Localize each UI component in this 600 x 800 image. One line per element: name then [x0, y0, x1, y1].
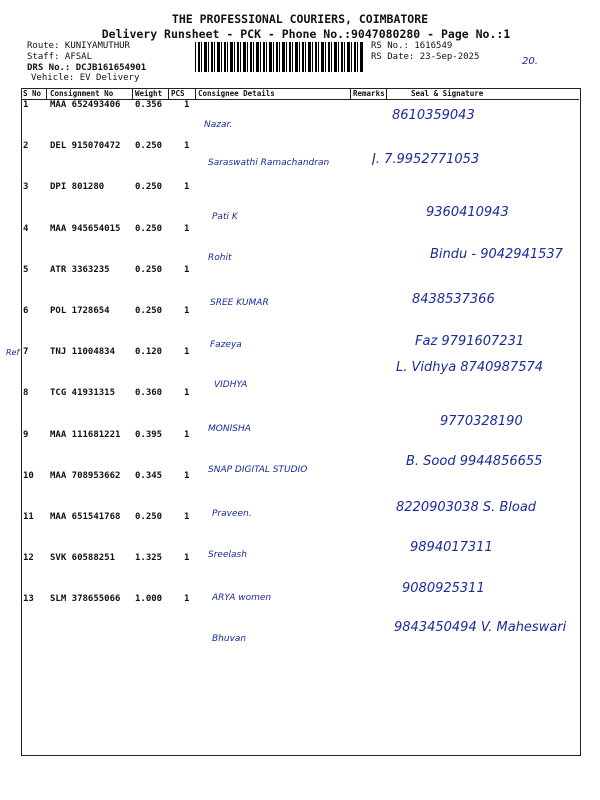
consignee-name: VIDHYA [214, 380, 248, 390]
signature: 9770328190 [440, 414, 523, 429]
col-pcs: PCS [171, 89, 185, 98]
drs-label: DRS No.: DCJB161654901 [27, 63, 147, 73]
consignee-name: Fazeya [210, 340, 242, 350]
row-pcs: 1 [184, 512, 190, 522]
row-weight: 0.395 [135, 430, 163, 440]
row-sno: 12 [23, 553, 34, 563]
consignee-name: Praveen. [212, 509, 252, 519]
row-sno: 3 [23, 182, 29, 192]
consignee-name: Nazar. [204, 120, 233, 130]
row-weight: 0.120 [135, 347, 163, 357]
signature: J. 7.9952771053 [372, 152, 480, 167]
col-consignee: Consignee Details [198, 89, 275, 98]
row-sno: 9 [23, 430, 29, 440]
row-consignment-no: DPI 801280 [50, 182, 105, 192]
rs-no-label: RS No.: 1616549 [371, 41, 453, 51]
row-consignment-no: MAA 651541768 [50, 512, 121, 522]
vehicle-label: Vehicle: EV Delivery [31, 73, 140, 83]
signature: 9360410943 [426, 205, 509, 220]
row-consignment-no: ATR 3363235 [50, 265, 110, 275]
company-title: THE PROFESSIONAL COURIERS, COIMBATORE [171, 12, 429, 26]
row-sno: 11 [23, 512, 34, 522]
staff-label: Staff: AFSAL [27, 52, 93, 62]
table-row [21, 101, 579, 142]
signature: 8220903038 S. Bload [396, 500, 537, 515]
row-consignment-no: MAA 111681221 [50, 430, 121, 440]
signature: B. Sood 9944856655 [406, 454, 543, 469]
row-pcs: 1 [184, 224, 190, 234]
barcode [195, 42, 363, 72]
col-weight: Weight [135, 89, 163, 98]
signature: 8610359043 [392, 108, 475, 123]
row-consignment-no: TCG 41931315 [50, 388, 116, 398]
signature: 9894017311 [410, 540, 493, 555]
row-sno: 10 [23, 471, 34, 481]
row-sno: 6 [23, 306, 29, 316]
consignee-name: Bhuvan [212, 634, 247, 644]
consignee-name: ARYA women [212, 593, 272, 603]
row-sno: 2 [23, 141, 29, 151]
row-pcs: 1 [184, 100, 190, 110]
row-pcs: 1 [184, 471, 190, 481]
row-pcs: 1 [184, 141, 190, 151]
row-weight: 0.356 [135, 100, 163, 110]
handwritten-count: 20. [522, 56, 538, 67]
row-weight: 0.250 [135, 306, 163, 316]
consignee-name: SREE KUMAR [210, 298, 269, 308]
row-sno: 1 [23, 100, 29, 110]
col-consignment: Consignment No [50, 89, 114, 98]
row-pcs: 1 [184, 388, 190, 398]
route-label: Route: KUNIYAMUTHUR [27, 41, 130, 51]
row-consignment-no: TNJ 11004834 [50, 347, 116, 357]
row-pcs: 1 [184, 347, 190, 357]
row-weight: 0.360 [135, 388, 163, 398]
table-row [21, 513, 579, 554]
rs-date-label: RS Date: 23-Sep-2025 [371, 52, 480, 62]
row-pcs: 1 [184, 306, 190, 316]
row-weight: 0.250 [135, 512, 163, 522]
signature: Bindu - 9042941537 [430, 247, 563, 262]
row-consignment-no: SVK 60588251 [50, 553, 116, 563]
row-pcs: 1 [184, 430, 190, 440]
row-weight: 0.250 [135, 182, 163, 192]
row-weight: 0.250 [135, 224, 163, 234]
consignee-name: Rohit [208, 253, 232, 263]
row-consignment-no: MAA 652493406 [50, 100, 121, 110]
row-pcs: 1 [184, 182, 190, 192]
row-sno: 13 [23, 594, 34, 604]
row-sno: 5 [23, 265, 29, 275]
row-sno: 8 [23, 388, 29, 398]
col-signature: Seal & Signature [411, 89, 484, 98]
row-pcs: 1 [184, 265, 190, 275]
consignee-name: SNAP DIGITAL STUDIO [208, 465, 308, 475]
row-weight: 0.250 [135, 141, 163, 151]
runsheet-subtitle: Delivery Runsheet - PCK - Phone No.:9047080280 - Page No.:1 [101, 27, 511, 41]
signature: 9080925311 [402, 581, 485, 596]
row-consignment-no: MAA 708953662 [50, 471, 121, 481]
row-weight: 1.325 [135, 553, 163, 563]
col-remarks: Remarks [353, 89, 385, 98]
side-note: Ref [6, 348, 20, 357]
row-weight: 1.000 [135, 594, 163, 604]
row-consignment-no: DEL 915070472 [50, 141, 121, 151]
signature: Faz 9791607231 [415, 334, 525, 349]
row-weight: 0.250 [135, 265, 163, 275]
consignee-name: Saraswathi Ramachandran [208, 158, 330, 168]
signature: 8438537366 [412, 292, 495, 307]
consignee-name: Sreelash [208, 550, 247, 560]
row-weight: 0.345 [135, 471, 163, 481]
consignee-name: MONISHA [208, 424, 251, 434]
row-sno: 4 [23, 224, 29, 234]
signature: L. Vidhya 8740987574 [396, 360, 544, 375]
row-sno: 7 [23, 347, 29, 357]
col-sno: S No [23, 89, 42, 98]
row-consignment-no: MAA 945654015 [50, 224, 121, 234]
table-header [21, 88, 579, 100]
signature: 9843450494 V. Maheswari [394, 620, 567, 635]
consignee-name: Pati K [212, 212, 238, 222]
table-row [21, 554, 579, 595]
row-consignment-no: SLM 378655066 [50, 594, 121, 604]
row-pcs: 1 [184, 553, 190, 563]
row-pcs: 1 [184, 594, 190, 604]
row-consignment-no: POL 1728654 [50, 306, 110, 316]
table-row [21, 266, 579, 307]
